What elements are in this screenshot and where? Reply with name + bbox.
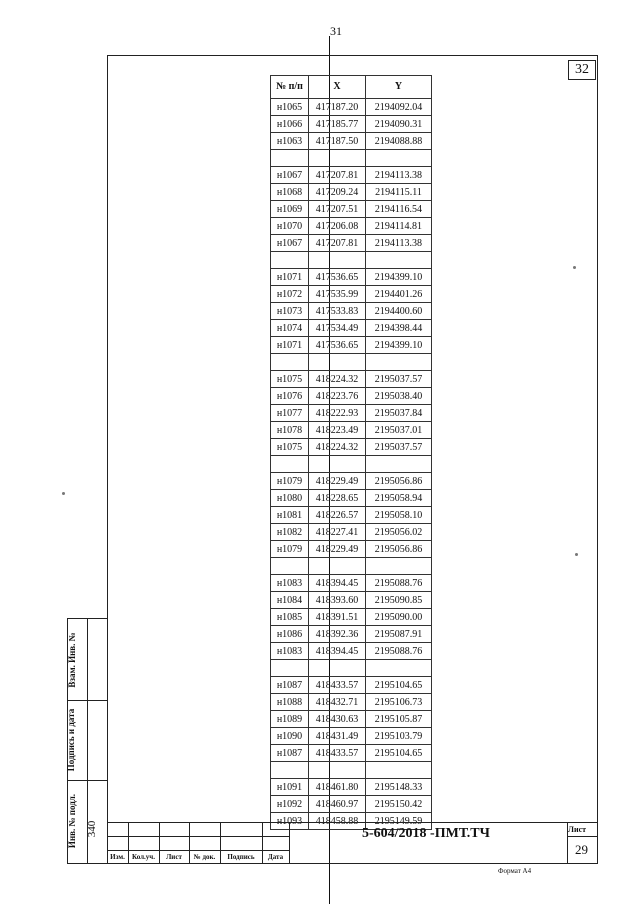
x-coord-cell: 418222.93 xyxy=(309,405,366,422)
point-id-cell xyxy=(271,252,309,269)
table-row xyxy=(271,473,432,490)
x-coord-cell xyxy=(309,558,366,575)
point-id-cell: н1067 xyxy=(271,167,309,184)
x-coord-cell: 418394.45 xyxy=(309,643,366,660)
y-coord-cell: 2195056.86 xyxy=(366,541,432,558)
y-coord-cell: 2194116.54 xyxy=(366,201,432,218)
point-id-cell xyxy=(271,456,309,473)
inv-orig-value: 340 xyxy=(86,820,98,838)
table-row xyxy=(271,745,432,762)
scan-speck xyxy=(575,553,578,556)
x-coord-cell: 418394.45 xyxy=(309,575,366,592)
point-id-cell: н1072 xyxy=(271,286,309,303)
x-coord-cell: 417187.50 xyxy=(309,133,366,150)
x-coord-cell: 417536.65 xyxy=(309,269,366,286)
point-id-cell: н1063 xyxy=(271,133,309,150)
x-coord-cell: 418392.36 xyxy=(309,626,366,643)
table-row xyxy=(271,711,432,728)
label-izm: Изм. xyxy=(110,853,125,861)
point-id-cell: н1083 xyxy=(271,643,309,660)
coordinates-table xyxy=(270,75,432,830)
point-id-cell: н1075 xyxy=(271,439,309,456)
y-coord-cell: 2194399.10 xyxy=(366,269,432,286)
label-kol-uch: Кол.уч. xyxy=(131,853,155,861)
table-row xyxy=(271,133,432,150)
y-coord-cell: 2195058.94 xyxy=(366,490,432,507)
label-list: Лист xyxy=(166,853,182,861)
document-code: 5-604/2018 -ПМТ.ТЧ xyxy=(362,826,490,841)
table-spacer-row xyxy=(271,660,432,677)
y-coord-cell: 2195037.57 xyxy=(366,371,432,388)
table-row xyxy=(271,388,432,405)
x-coord-cell: 417185.77 xyxy=(309,116,366,133)
y-coord-cell: 2195104.65 xyxy=(366,745,432,762)
table-row xyxy=(271,235,432,252)
table-row xyxy=(271,490,432,507)
x-coord-cell xyxy=(309,762,366,779)
title-block-row-line xyxy=(567,836,598,837)
header-x: X xyxy=(309,76,366,99)
y-coord-cell: 2194401.26 xyxy=(366,286,432,303)
table-row xyxy=(271,184,432,201)
x-coord-cell: 417207.51 xyxy=(309,201,366,218)
x-coord-cell: 417207.81 xyxy=(309,235,366,252)
point-id-cell: н1065 xyxy=(271,99,309,116)
y-coord-cell: 2195150.42 xyxy=(366,796,432,813)
inv-orig-label: Инв. № подл. xyxy=(67,793,77,849)
table-row xyxy=(271,626,432,643)
table-spacer-row xyxy=(271,762,432,779)
y-coord-cell: 2195038.40 xyxy=(366,388,432,405)
y-coord-cell: 2195103.79 xyxy=(366,728,432,745)
y-coord-cell: 2194090.31 xyxy=(366,116,432,133)
list-number: 29 xyxy=(575,842,588,857)
point-id-cell: н1092 xyxy=(271,796,309,813)
table-row xyxy=(271,371,432,388)
list-label: Лист xyxy=(568,825,587,834)
y-coord-cell: 2195149.59 xyxy=(366,813,432,830)
point-id-cell: н1070 xyxy=(271,218,309,235)
x-coord-cell: 418226.57 xyxy=(309,507,366,524)
y-coord-cell: 2195090.00 xyxy=(366,609,432,626)
x-coord-cell xyxy=(309,252,366,269)
table-row xyxy=(271,694,432,711)
table-spacer-row xyxy=(271,558,432,575)
x-coord-cell: 418227.41 xyxy=(309,524,366,541)
table-row xyxy=(271,320,432,337)
x-coord-cell xyxy=(309,456,366,473)
x-coord-cell: 417536.65 xyxy=(309,337,366,354)
x-coord-cell: 418223.76 xyxy=(309,388,366,405)
y-coord-cell xyxy=(366,558,432,575)
point-id-cell xyxy=(271,150,309,167)
table-spacer-row xyxy=(271,150,432,167)
format-label: Формат А4 xyxy=(498,867,532,875)
table-row xyxy=(271,167,432,184)
x-coord-cell: 417209.24 xyxy=(309,184,366,201)
x-coord-cell: 418229.49 xyxy=(309,473,366,490)
table-row xyxy=(271,779,432,796)
label-doc-number: № док. xyxy=(193,853,216,861)
table-row xyxy=(271,337,432,354)
label-date: Дата xyxy=(267,853,284,861)
table-row xyxy=(271,796,432,813)
table-row xyxy=(271,218,432,235)
point-id-cell: н1073 xyxy=(271,303,309,320)
y-coord-cell: 2194113.38 xyxy=(366,167,432,184)
y-coord-cell: 2194092.04 xyxy=(366,99,432,116)
y-coord-cell: 2194399.10 xyxy=(366,337,432,354)
table-row xyxy=(271,201,432,218)
y-coord-cell: 2195105.87 xyxy=(366,711,432,728)
y-coord-cell xyxy=(366,354,432,371)
point-id-cell: н1082 xyxy=(271,524,309,541)
y-coord-cell: 2194398.44 xyxy=(366,320,432,337)
table-row xyxy=(271,116,432,133)
point-id-cell: н1090 xyxy=(271,728,309,745)
y-coord-cell: 2194113.38 xyxy=(366,235,432,252)
table-row xyxy=(271,609,432,626)
x-coord-cell: 418433.57 xyxy=(309,745,366,762)
table-spacer-row xyxy=(271,252,432,269)
x-coord-cell: 418433.57 xyxy=(309,677,366,694)
point-id-cell: н1071 xyxy=(271,269,309,286)
point-id-cell: н1066 xyxy=(271,116,309,133)
y-coord-cell: 2195088.76 xyxy=(366,643,432,660)
point-id-cell: н1067 xyxy=(271,235,309,252)
table-row xyxy=(271,286,432,303)
y-coord-cell: 2194115.11 xyxy=(366,184,432,201)
point-id-cell xyxy=(271,762,309,779)
point-id-cell: н1080 xyxy=(271,490,309,507)
x-coord-cell: 418223.49 xyxy=(309,422,366,439)
table-body xyxy=(271,99,432,830)
top-page-number: 31 xyxy=(330,24,342,38)
y-coord-cell xyxy=(366,150,432,167)
table-row xyxy=(271,507,432,524)
point-id-cell: н1079 xyxy=(271,541,309,558)
table-row xyxy=(271,592,432,609)
y-coord-cell: 2194400.60 xyxy=(366,303,432,320)
header-number-label: № п/п xyxy=(276,81,303,92)
x-coord-cell: 418224.32 xyxy=(309,371,366,388)
table-row xyxy=(271,575,432,592)
y-coord-cell: 2195037.57 xyxy=(366,439,432,456)
x-coord-cell: 417187.20 xyxy=(309,99,366,116)
point-id-cell xyxy=(271,660,309,677)
table-spacer-row xyxy=(271,456,432,473)
y-coord-cell xyxy=(366,762,432,779)
table-row xyxy=(271,643,432,660)
point-id-cell: н1068 xyxy=(271,184,309,201)
point-id-cell: н1077 xyxy=(271,405,309,422)
point-id-cell xyxy=(271,558,309,575)
table-row xyxy=(271,269,432,286)
x-coord-cell: 418460.97 xyxy=(309,796,366,813)
header-number xyxy=(271,76,309,99)
point-id-cell: н1084 xyxy=(271,592,309,609)
x-coord-cell: 418224.32 xyxy=(309,439,366,456)
y-coord-cell: 2194114.81 xyxy=(366,218,432,235)
y-coord-cell: 2195104.65 xyxy=(366,677,432,694)
title-block-col-line xyxy=(289,822,290,864)
point-id-cell: н1074 xyxy=(271,320,309,337)
x-coord-cell: 418431.49 xyxy=(309,728,366,745)
x-coord-cell: 417533.83 xyxy=(309,303,366,320)
x-coord-cell: 418228.65 xyxy=(309,490,366,507)
x-coord-cell: 418458.88 xyxy=(309,813,366,830)
point-id-cell: н1069 xyxy=(271,201,309,218)
table-row xyxy=(271,524,432,541)
y-coord-cell: 2195056.86 xyxy=(366,473,432,490)
point-id-cell: н1089 xyxy=(271,711,309,728)
x-coord-cell: 418430.63 xyxy=(309,711,366,728)
y-coord-cell: 2195037.84 xyxy=(366,405,432,422)
point-id-cell: н1086 xyxy=(271,626,309,643)
sign-date-label: Подпись и дата xyxy=(66,708,76,772)
point-id-cell: н1085 xyxy=(271,609,309,626)
x-coord-cell: 418391.51 xyxy=(309,609,366,626)
scan-speck xyxy=(573,266,576,269)
table-header-row xyxy=(271,76,432,99)
table-row xyxy=(271,422,432,439)
point-id-cell: н1093 xyxy=(271,813,309,830)
y-coord-cell: 2194088.88 xyxy=(366,133,432,150)
table-row xyxy=(271,728,432,745)
point-id-cell xyxy=(271,354,309,371)
sheet-number-box: 32 xyxy=(568,60,596,80)
x-coord-cell: 418432.71 xyxy=(309,694,366,711)
y-coord-cell: 2195056.02 xyxy=(366,524,432,541)
point-id-cell: н1081 xyxy=(271,507,309,524)
x-coord-cell: 418461.80 xyxy=(309,779,366,796)
point-id-cell: н1087 xyxy=(271,745,309,762)
x-coord-cell xyxy=(309,354,366,371)
y-coord-cell xyxy=(366,252,432,269)
x-coord-cell: 418393.60 xyxy=(309,592,366,609)
point-id-cell: н1079 xyxy=(271,473,309,490)
y-coord-cell: 2195058.10 xyxy=(366,507,432,524)
x-coord-cell: 417207.81 xyxy=(309,167,366,184)
point-id-cell: н1076 xyxy=(271,388,309,405)
x-coord-cell: 417534.49 xyxy=(309,320,366,337)
point-id-cell: н1071 xyxy=(271,337,309,354)
vzam-inv-label: Взам. Инв. № xyxy=(67,632,77,688)
table-spacer-row xyxy=(271,354,432,371)
y-coord-cell: 2195148.33 xyxy=(366,779,432,796)
y-coord-cell: 2195090.85 xyxy=(366,592,432,609)
y-coord-cell: 2195106.73 xyxy=(366,694,432,711)
label-signature: Подпись xyxy=(227,853,255,861)
header-y: Y xyxy=(366,76,432,99)
y-coord-cell xyxy=(366,660,432,677)
scan-speck xyxy=(62,492,65,495)
x-coord-cell xyxy=(309,150,366,167)
table-row xyxy=(271,303,432,320)
x-coord-cell: 418229.49 xyxy=(309,541,366,558)
table-row xyxy=(271,677,432,694)
table-row xyxy=(271,541,432,558)
point-id-cell: н1091 xyxy=(271,779,309,796)
point-id-cell: н1078 xyxy=(271,422,309,439)
table-row xyxy=(271,439,432,456)
x-coord-cell: 417206.08 xyxy=(309,218,366,235)
point-id-cell: н1087 xyxy=(271,677,309,694)
table-row xyxy=(271,99,432,116)
y-coord-cell: 2195037.01 xyxy=(366,422,432,439)
y-coord-cell: 2195087.91 xyxy=(366,626,432,643)
x-coord-cell: 417535.99 xyxy=(309,286,366,303)
x-coord-cell xyxy=(309,660,366,677)
point-id-cell: н1075 xyxy=(271,371,309,388)
point-id-cell: н1083 xyxy=(271,575,309,592)
table-row xyxy=(271,405,432,422)
y-coord-cell xyxy=(366,456,432,473)
point-id-cell: н1088 xyxy=(271,694,309,711)
y-coord-cell: 2195088.76 xyxy=(366,575,432,592)
